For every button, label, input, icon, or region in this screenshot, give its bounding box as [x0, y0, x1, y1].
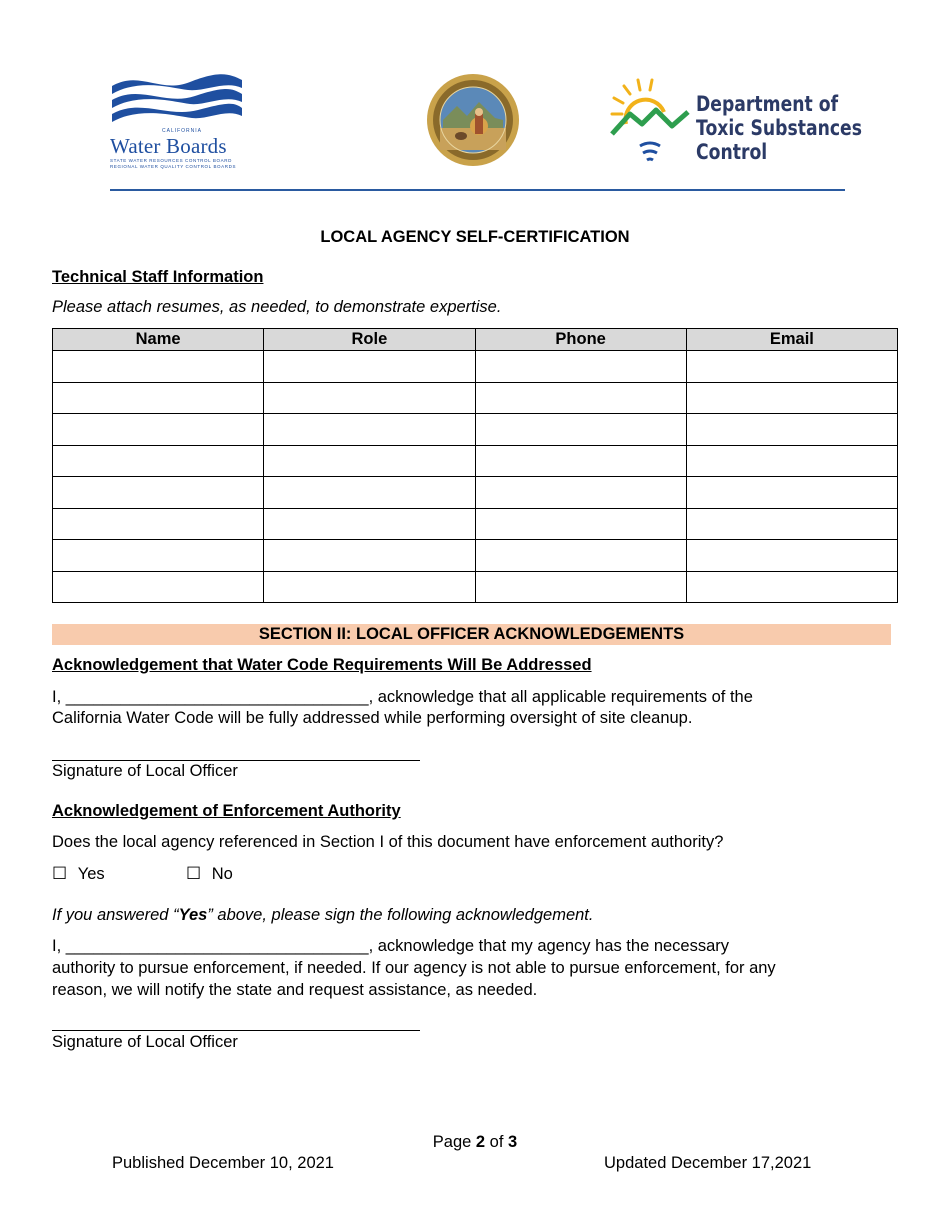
table-cell[interactable] — [53, 445, 264, 477]
enforcement-statement-line-1: I, _________________________________, acknowledge that my agency has the necessary — [52, 937, 730, 955]
updated-date: Updated December 17,2021 — [604, 1154, 812, 1172]
table-cell[interactable] — [264, 445, 475, 477]
table-cell[interactable] — [686, 351, 897, 383]
table-cell[interactable] — [475, 477, 686, 509]
checkbox-no-icon[interactable]: ☐ — [186, 864, 202, 884]
table-row — [53, 571, 898, 603]
page-total: 3 — [508, 1133, 518, 1151]
table-cell[interactable] — [264, 571, 475, 603]
table-row — [53, 540, 898, 572]
section-2-heading: SECTION II: LOCAL OFFICER ACKNOWLEDGEMENTS — [52, 624, 891, 645]
published-date: Published December 10, 2021 — [112, 1154, 334, 1172]
document-title: LOCAL AGENCY SELF-CERTIFICATION — [320, 228, 630, 246]
signature-line-1[interactable] — [52, 760, 420, 761]
table-row — [53, 414, 898, 446]
table-cell[interactable] — [686, 571, 897, 603]
table-row — [53, 508, 898, 540]
enforcement-heading: Acknowledgement of Enforcement Authority — [52, 802, 401, 820]
table-cell[interactable] — [475, 571, 686, 603]
table-row — [53, 351, 898, 383]
page-number — [0, 1133, 950, 1152]
checkbox-no-label: No — [211, 865, 233, 883]
table-cell[interactable] — [686, 508, 897, 540]
table-cell[interactable] — [264, 351, 475, 383]
table-cell[interactable] — [686, 414, 897, 446]
table-cell[interactable] — [53, 351, 264, 383]
technical-staff-table — [52, 328, 898, 603]
instruction-emphasis: Yes — [178, 906, 208, 924]
table-cell[interactable] — [53, 477, 264, 509]
water-code-statement-line-1: I, _________________________________, acknowledge that all applicable requirements of the — [52, 688, 753, 706]
water-boards-logo — [110, 72, 250, 172]
dtsc-name-line-1: Department of — [696, 92, 839, 116]
water-boards-state-label: CALIFORNIA — [162, 128, 203, 134]
dtsc-name-line-2: Toxic Substances — [696, 116, 862, 140]
table-cell[interactable] — [264, 382, 475, 414]
table-header-row — [53, 329, 898, 351]
table-cell[interactable] — [264, 508, 475, 540]
table-cell[interactable] — [475, 445, 686, 477]
table-cell[interactable] — [686, 477, 897, 509]
table-cell[interactable] — [475, 508, 686, 540]
water-boards-name: Water Boards — [110, 134, 227, 158]
technical-staff-heading: Technical Staff Information — [52, 268, 264, 286]
checkbox-yes-icon[interactable]: ☐ — [52, 864, 68, 884]
checkbox-yes[interactable] — [52, 864, 105, 884]
table-cell[interactable] — [475, 382, 686, 414]
technical-staff-note: Please attach resumes, as needed, to demonstrate expertise. — [52, 298, 502, 316]
table-row — [53, 445, 898, 477]
state-seal-icon — [425, 70, 521, 170]
table-row — [53, 477, 898, 509]
instruction-prefix: If you answered “ — [52, 906, 179, 924]
column-header-phone: Phone — [475, 329, 686, 351]
water-waves-icon — [110, 72, 250, 134]
california-state-seal — [425, 70, 521, 170]
enforcement-question: Does the local agency referenced in Section I of this document have enforcement authority? — [52, 833, 724, 851]
table-cell[interactable] — [475, 414, 686, 446]
enforcement-instruction — [52, 906, 593, 925]
signature-line-2[interactable] — [52, 1030, 420, 1031]
signature-label-2: Signature of Local Officer — [52, 1033, 238, 1051]
page-current: 2 — [475, 1133, 486, 1151]
column-header-role: Role — [264, 329, 475, 351]
checkbox-no[interactable] — [186, 864, 233, 884]
table-cell[interactable] — [475, 351, 686, 383]
table-cell[interactable] — [53, 382, 264, 414]
dtsc-name — [696, 92, 862, 164]
table-cell[interactable] — [53, 571, 264, 603]
water-boards-subline-1: STATE WATER RESOURCES CONTROL BOARD — [110, 158, 232, 163]
header-divider — [110, 189, 845, 191]
table-cell[interactable] — [264, 540, 475, 572]
table-cell[interactable] — [264, 414, 475, 446]
instruction-suffix: ” above, please sign the following acknowledgement. — [207, 906, 594, 924]
table-cell[interactable] — [475, 540, 686, 572]
table-cell[interactable] — [686, 445, 897, 477]
dtsc-name-line-3: Control — [696, 140, 768, 164]
water-code-statement-line-2: California Water Code will be fully addressed while performing oversight of site cleanup. — [52, 709, 693, 727]
table-cell[interactable] — [264, 477, 475, 509]
column-header-email: Email — [686, 329, 897, 351]
sun-mountain-icon — [608, 76, 698, 172]
table-cell[interactable] — [53, 540, 264, 572]
dtsc-logo — [608, 76, 862, 172]
column-header-name: Name — [53, 329, 264, 351]
checkbox-yes-label: Yes — [77, 865, 105, 883]
water-boards-subline-2: REGIONAL WATER QUALITY CONTROL BOARDS — [110, 164, 237, 169]
table-cell[interactable] — [686, 540, 897, 572]
page-prefix: Page — [432, 1133, 476, 1151]
enforcement-statement-line-2: authority to pursue enforcement, if needed. If our agency is not able to pursue enforcement, for any — [52, 959, 776, 977]
table-cell[interactable] — [53, 508, 264, 540]
table-cell[interactable] — [686, 382, 897, 414]
water-code-heading: Acknowledgement that Water Code Requirements Will Be Addressed — [52, 656, 592, 674]
table-row — [53, 382, 898, 414]
signature-label-1: Signature of Local Officer — [52, 762, 238, 780]
enforcement-statement-line-3: reason, we will notify the state and request assistance, as needed. — [52, 981, 538, 999]
table-cell[interactable] — [53, 414, 264, 446]
page-of: of — [485, 1133, 509, 1151]
